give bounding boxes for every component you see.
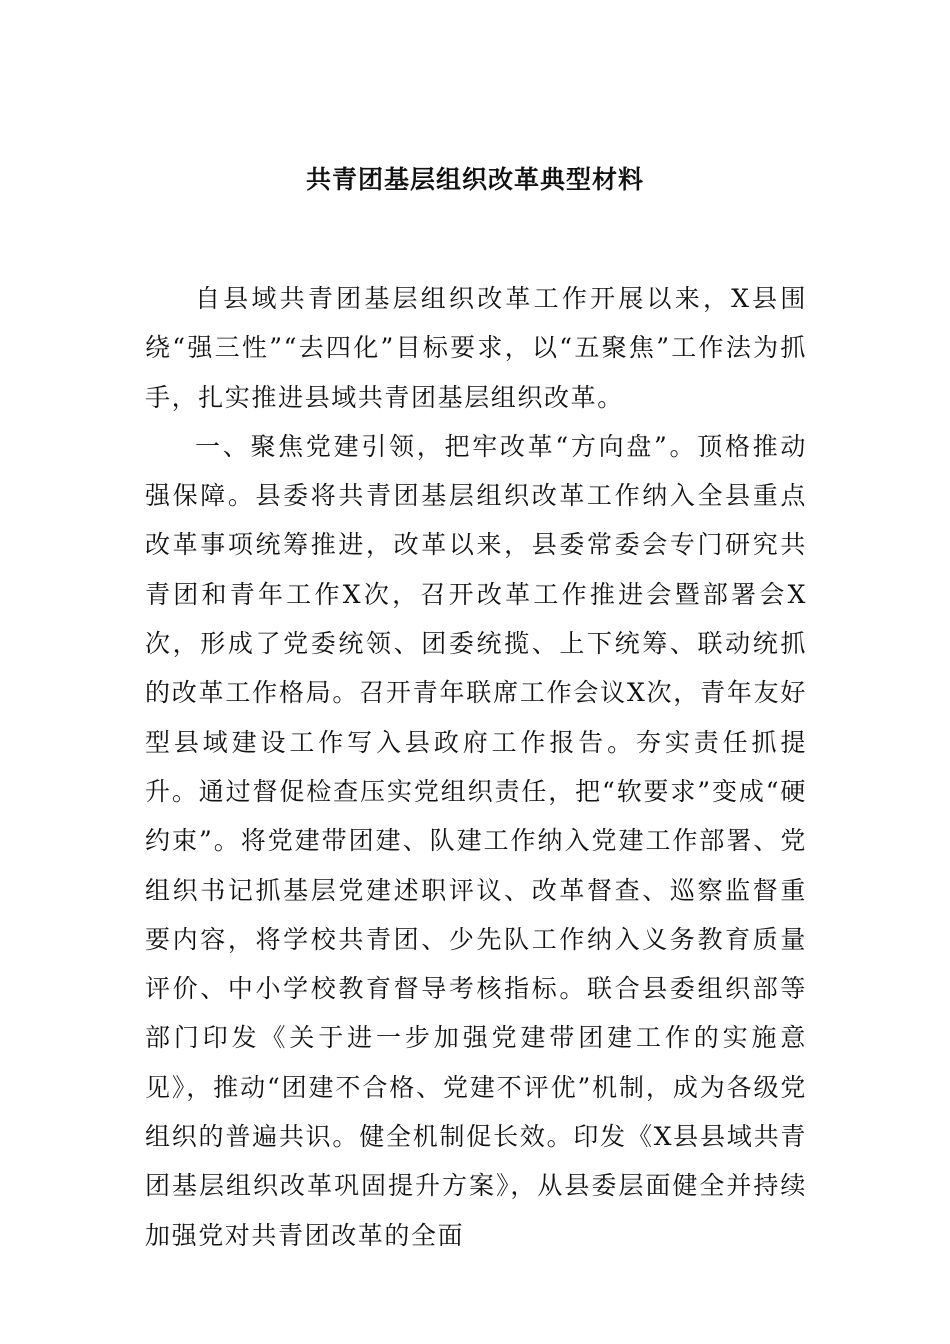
document-body [145,274,807,1260]
document-title: 共青团基层组织改革典型材料 [305,165,644,194]
paragraph-section-one: 一、聚焦党建引领，把牢改革“方向盘”。顶格推动强保障。县委将共青团基层组织改革工作纳入全县重点改革事项统筹推进，改革以来，县委常委会专门研究共青团和青年工作X次，召开改革工作推进会暨部署会X次，形成了党委统领、团委统揽、上下统筹、联动统抓的改革工作格局。召开青年联席工作会议X次，青年友好型县域建设工作写入县政府工作报告。夯实责任抓提升。通过督促检查压实党组织责任，把“软要求”变成“硬约束”。将党建带团建、队建工作纳入党建工作部署、党组织书记抓基层党建述职评议、改革督查、巡察监督重要内容，将学校共青团、少先队工作纳入义务教育质量评价、中小学校教育督导考核指标。联合县委组织部等部门印发《关于进一步加强党建带团建工作的实施意见》，推动“团建不合格、党建不评优”机制，成为各级党组织的普遍共识。健全机制促长效。印发《X县县域共青团基层组织改革巩固提升方案》，从县委层面健全并持续加强党对共青团改革的全面 [145,431,807,1250]
paragraph-intro: 自县域共青团基层组织改革工作开展以来，X县围绕“强三性”“去四化”目标要求，以“五聚焦”工作法为抓手，扎实推进县域共青团基层组织改革。 [145,284,807,412]
